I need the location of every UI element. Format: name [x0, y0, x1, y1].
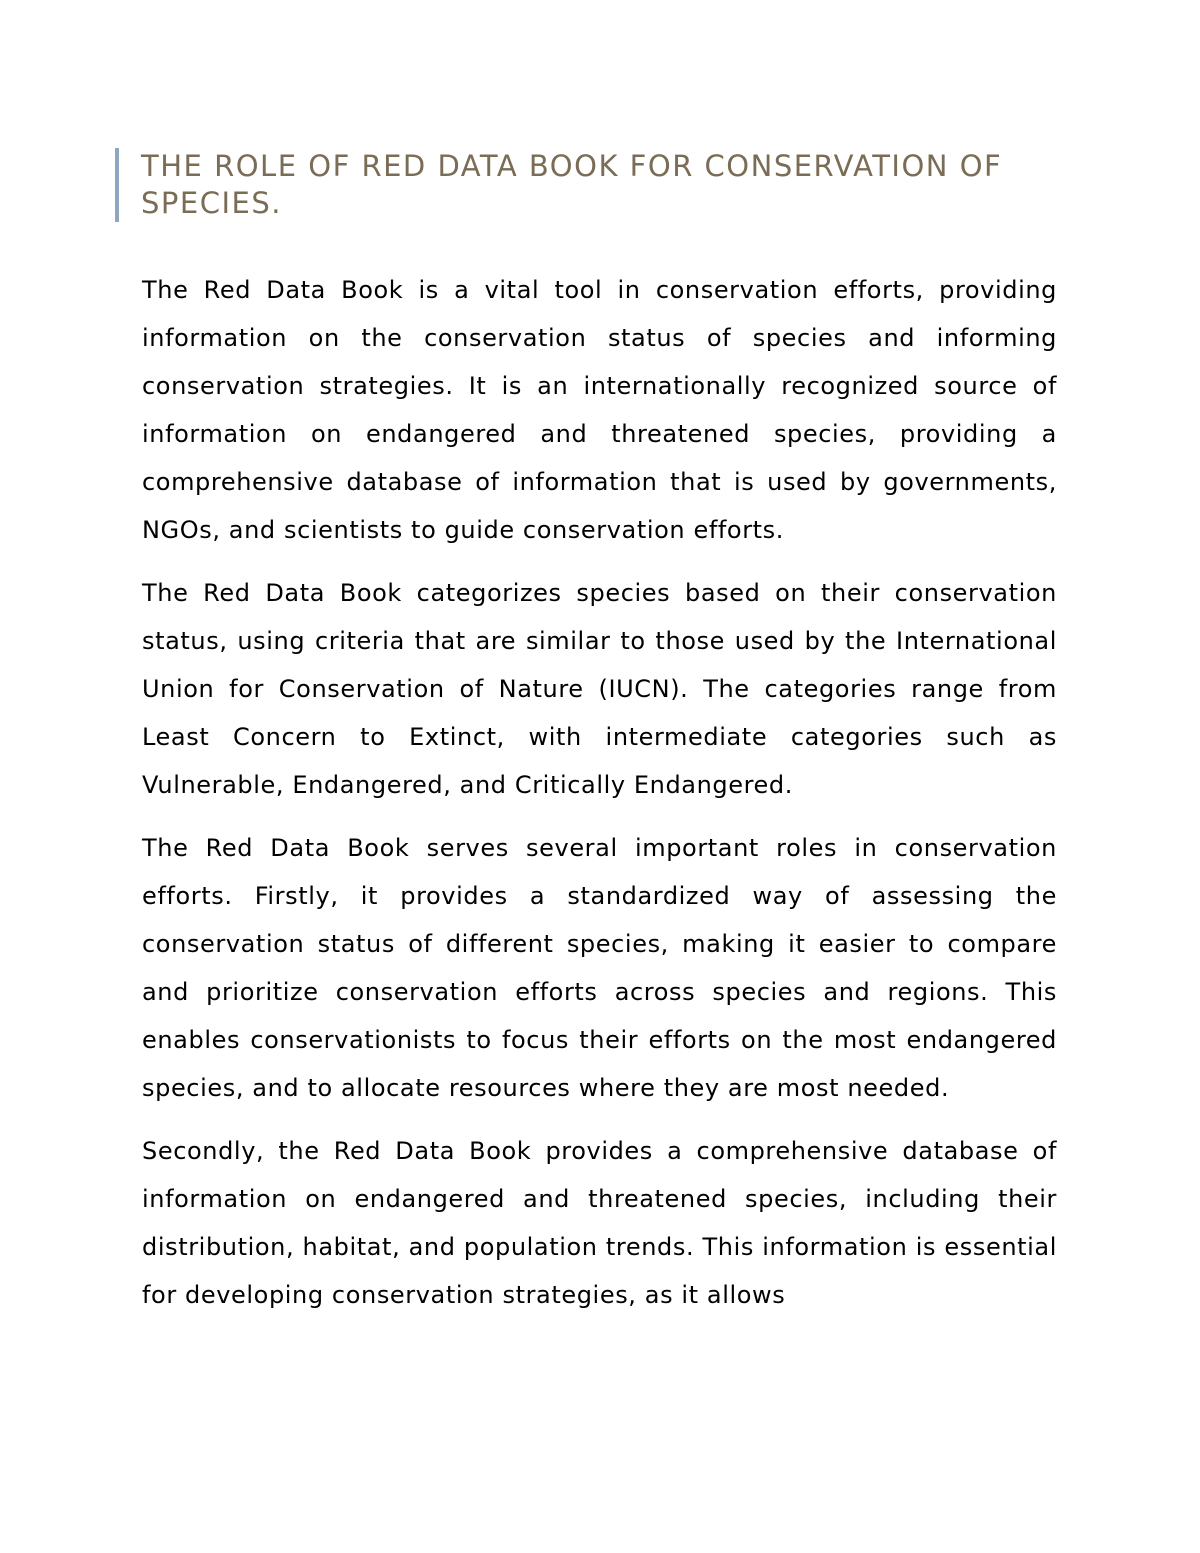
title-block	[115, 148, 1086, 222]
paragraph-database: Secondly, the Red Data Book provides a comprehensive database of information on endangered and threatened species, including their distribution, habitat, and population trends. This information is essential for developing conservation strategies, as it allows	[142, 1137, 1057, 1309]
paragraph-intro: The Red Data Book is a vital tool in conservation efforts, providing information on the conservation status of species and informing conservation strategies. It is an internationally recognized source of information on endangered and threatened species, providing a comprehensive database of information that is used by governments, NGOs, and scientists to guide conservation efforts.	[142, 276, 1057, 544]
paragraph-categories: The Red Data Book categorizes species based on their conservation status, using criteria that are similar to those used by the International Union for Conservation of Nature (IUCN). The categories range from Least Concern to Extinct, with intermediate categories such as Vulnerable, Endangered, and Critically Endangered.	[142, 579, 1057, 799]
paragraph-roles: The Red Data Book serves several important roles in conservation efforts. Firstly, it provides a standardized way of assessing the conservation status of different species, making it easier to compare and prioritize conservation efforts across species and regions. This enables conservationists to focus their efforts on the most endangered species, and to allocate resources where they are most needed.	[142, 834, 1057, 1102]
page-title: THE ROLE OF RED DATA BOOK FOR CONSERVATION OF SPECIES.	[141, 149, 1003, 220]
document-body	[142, 266, 1057, 1334]
